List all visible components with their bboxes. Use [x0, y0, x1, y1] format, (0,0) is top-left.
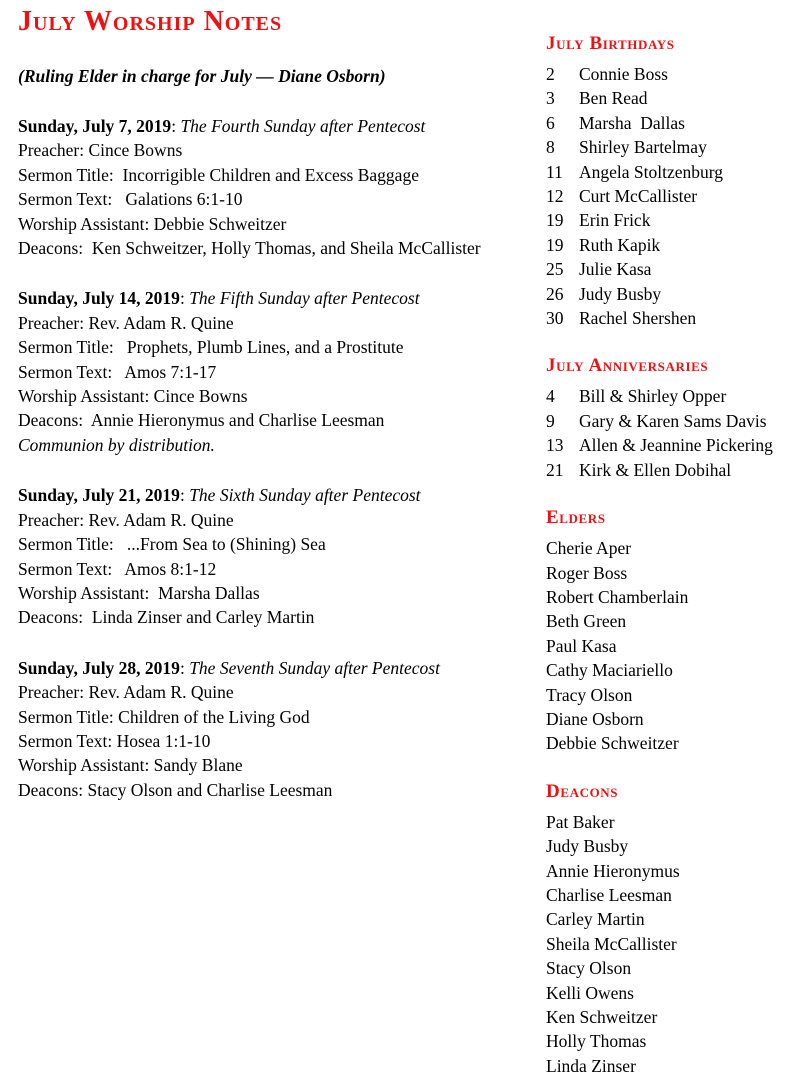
- sermon-title-line: Sermon Title: Incorrigible Children and Excess Baggage: [18, 164, 419, 185]
- communion-note: Communion by distribution.: [18, 434, 215, 455]
- deacon-name: Stacy Olson: [546, 958, 632, 979]
- worship-assistant-line: Worship Assistant: Sandy Blane: [18, 755, 243, 776]
- anniversary-name: Gary & Karen Sams Davis: [579, 410, 767, 431]
- anniversary-name: Bill & Shirley Opper: [579, 386, 727, 407]
- birthday-name: Julie Kasa: [579, 259, 652, 280]
- birthday-entry: [546, 306, 792, 330]
- service-colon: :: [179, 485, 190, 506]
- worship-assistant-line: Worship Assistant: Debbie Schweitzer: [18, 213, 287, 234]
- elders-section: [546, 505, 792, 756]
- elder-name: Tracy Olson: [546, 684, 633, 705]
- anniversary-entry: [546, 458, 792, 482]
- deacon-name: Judy Busby: [546, 836, 629, 857]
- service-colon: :: [171, 116, 181, 136]
- anniversary-entry: [546, 384, 792, 408]
- service-date-line: [18, 286, 530, 310]
- birthday-name: Ruth Kapik: [579, 234, 661, 255]
- service-colon: :: [179, 657, 190, 678]
- page-title: July Worship Notes: [18, 6, 283, 37]
- birthday-day: 30: [546, 308, 564, 329]
- birthdays-section: [546, 31, 792, 330]
- birthday-entry: [546, 160, 792, 184]
- deacons-line: Deacons: Annie Hieronymus and Charlise Leesman: [18, 410, 385, 431]
- deacon-name: Linda Zinser: [546, 1055, 636, 1076]
- sermon-text-line: Sermon Text: Hosea 1:1-10: [18, 730, 211, 751]
- birthday-entry: [546, 282, 792, 306]
- service-colon: :: [179, 288, 190, 309]
- service-date: Sunday, July 7, 2019: [18, 116, 172, 136]
- sermon-text-line: Sermon Text: Galations 6:1-10: [18, 189, 243, 210]
- birthday-day: 19: [546, 210, 564, 231]
- birthday-day: 25: [546, 259, 564, 280]
- ruling-elder-subtitle: (Ruling Elder in charge for July — Diane Osborn): [18, 66, 386, 86]
- elders-heading: Elders: [546, 507, 606, 529]
- deacons-section: [546, 779, 792, 1078]
- birthdays-heading: July Birthdays: [546, 33, 675, 54]
- preacher-line: Preacher: Cince Bowns: [18, 140, 183, 161]
- preacher-line: Preacher: Rev. Adam R. Quine: [18, 312, 234, 333]
- service-block-july-21: [18, 483, 530, 629]
- service-block-july-14: [18, 286, 530, 457]
- elder-name: Paul Kasa: [546, 635, 617, 656]
- worship-assistant-line: Worship Assistant: Cince Bowns: [18, 386, 248, 407]
- worship-notes-column: [18, 6, 530, 1060]
- anniversary-day: 13: [546, 435, 564, 456]
- anniversary-entry: [546, 433, 792, 457]
- birthday-name: Ben Read: [579, 88, 648, 109]
- deacons-heading: Deacons: [546, 780, 619, 802]
- birthday-entry: [546, 233, 792, 257]
- elder-name: Cathy Maciariello: [546, 660, 673, 681]
- preacher-line: Preacher: Rev. Adam R. Quine: [18, 509, 234, 530]
- birthday-entry: [546, 111, 792, 135]
- birthday-day: 6: [546, 112, 555, 133]
- birthday-name: Curt McCallister: [579, 186, 698, 207]
- service-feast: The Seventh Sunday after Pentecost: [189, 657, 440, 678]
- anniversary-entry: [546, 409, 792, 433]
- service-block-july-28: [18, 656, 530, 802]
- anniversary-name: Allen & Jeannine Pickering: [579, 435, 773, 456]
- birthday-name: Shirley Bartelmay: [579, 137, 707, 158]
- birthday-day: 8: [546, 137, 555, 158]
- anniversaries-heading: July Anniversaries: [546, 355, 709, 377]
- service-feast: The Fourth Sunday after Pentecost: [180, 116, 426, 136]
- service-date: Sunday, July 14, 2019: [18, 288, 180, 309]
- birthday-name: Erin Frick: [579, 210, 651, 231]
- service-feast: The Sixth Sunday after Pentecost: [189, 485, 421, 506]
- deacon-name: Annie Hieronymus: [546, 860, 680, 881]
- anniversary-day: 9: [546, 410, 555, 431]
- elder-name: Roger Boss: [546, 562, 628, 583]
- birthday-name: Judy Busby: [579, 283, 662, 304]
- service-feast: The Fifth Sunday after Pentecost: [189, 288, 420, 309]
- elder-name: Beth Green: [546, 611, 627, 632]
- birthday-day: 3: [546, 88, 555, 109]
- birthday-entry: [546, 208, 792, 232]
- sermon-title-line: Sermon Title: Prophets, Plumb Lines, and a Prostitute: [18, 337, 404, 358]
- deacon-name: Sheila McCallister: [546, 933, 677, 954]
- deacon-name: Ken Schweitzer: [546, 1007, 658, 1027]
- anniversaries-section: [546, 353, 792, 482]
- service-date-line: [18, 656, 530, 680]
- deacons-line: Deacons: Ken Schweitzer, Holly Thomas, and Sheila McCallister: [18, 238, 481, 259]
- birthday-day: 11: [546, 161, 563, 182]
- service-date-line: [18, 114, 530, 138]
- birthday-entry: [546, 135, 792, 159]
- anniversary-day: 4: [546, 386, 555, 407]
- rosters-column: [546, 6, 792, 1076]
- sermon-title-line: Sermon Title: Children of the Living God: [18, 706, 310, 727]
- birthday-name: Marsha Dallas: [579, 112, 685, 133]
- birthday-entry: [546, 86, 792, 110]
- deacons-line: Deacons: Stacy Olson and Charlise Leesman: [18, 779, 333, 800]
- birthday-day: 26: [546, 283, 564, 304]
- service-date-line: [18, 483, 530, 507]
- birthday-name: Rachel Shershen: [579, 308, 697, 329]
- worship-assistant-line: Worship Assistant: Marsha Dallas: [18, 582, 260, 603]
- service-date: Sunday, July 21, 2019: [18, 485, 180, 506]
- preacher-line: Preacher: Rev. Adam R. Quine: [18, 682, 234, 703]
- birthday-day: 19: [546, 234, 564, 255]
- anniversary-name: Kirk & Ellen Dobihal: [579, 459, 732, 480]
- birthday-name: Connie Boss: [579, 64, 668, 84]
- sermon-title-line: Sermon Title: ...From Sea to (Shining) Sea: [18, 534, 326, 555]
- birthday-day: 12: [546, 186, 564, 207]
- elder-name: Cherie Aper: [546, 538, 632, 559]
- deacon-name: Charlise Leesman: [546, 884, 672, 905]
- elder-name: Robert Chamberlain: [546, 586, 689, 607]
- service-date: Sunday, July 28, 2019: [18, 657, 180, 678]
- sermon-text-line: Sermon Text: Amos 8:1-12: [18, 558, 217, 579]
- anniversary-day: 21: [546, 459, 564, 480]
- deacons-line: Deacons: Linda Zinser and Carley Martin: [18, 607, 315, 628]
- birthday-entry: [546, 62, 792, 86]
- birthday-name: Angela Stoltzenburg: [579, 161, 724, 182]
- sermon-text-line: Sermon Text: Amos 7:1-17: [18, 361, 217, 382]
- elder-name: Diane Osborn: [546, 708, 644, 729]
- service-block-july-7: [18, 114, 530, 260]
- birthday-entry: [546, 257, 792, 281]
- deacon-name: Kelli Owens: [546, 982, 634, 1003]
- deacon-name: Holly Thomas: [546, 1031, 647, 1052]
- birthday-entry: [546, 184, 792, 208]
- deacon-name: Pat Baker: [546, 811, 615, 832]
- birthday-day: 2: [546, 64, 555, 84]
- elder-name: Debbie Schweitzer: [546, 733, 679, 754]
- deacon-name: Carley Martin: [546, 909, 645, 930]
